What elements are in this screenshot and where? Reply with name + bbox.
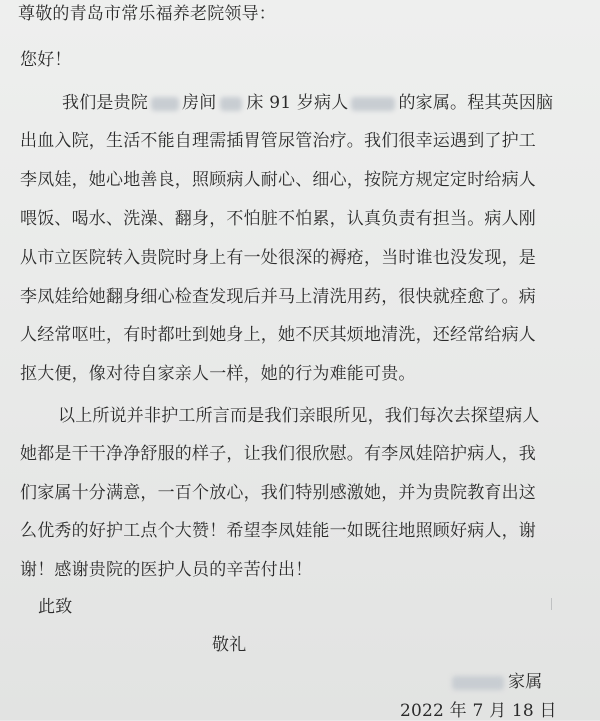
greeting: 您好！ xyxy=(20,50,72,70)
p2-line-3: 们家属十分满意，一百个放心，我们特别感激她，并为贵院教育出这 xyxy=(20,483,536,503)
redacted-room xyxy=(151,97,179,111)
redacted-patient-name xyxy=(351,97,395,111)
closing-jing-li: 敬礼 xyxy=(212,635,247,655)
salutation: 尊敬的青岛市常乐福养老院领导： xyxy=(18,4,276,24)
p1-line-5: 从市立医院转入贵院时身上有一处很深的褥疮，当时谁也没发现，是 xyxy=(20,248,536,268)
p2-line-1: 以上所说并非护工所言而是我们亲眼所见，我们每次去探望病人 xyxy=(58,406,540,426)
p1-line-2: 出血入院，生活不能自理需插胃管尿管治疗。我们很幸运遇到了护工 xyxy=(20,131,536,151)
p1-line-8: 抠大便，像对待自家亲人一样，她的行为难能可贵。 xyxy=(20,364,416,384)
p2-line-5: 谢！感谢贵院的医护人员的辛苦付出！ xyxy=(20,560,313,580)
letter-date: 2022 年 7 月 18 日 xyxy=(400,701,557,721)
closing-ci-zhi: 此致 xyxy=(38,597,73,617)
signature: 家属 xyxy=(452,672,600,692)
paper-mark xyxy=(551,598,552,610)
redacted-bed xyxy=(220,97,242,111)
p1-line-6: 李凤娃给她翻身细心检查发现后并马上清洗用药，很快就痊愈了。病 xyxy=(20,287,536,307)
p1-line-1: 我们是贵院 房间 床 91 岁病人 的家属。程其英因脑 xyxy=(62,93,554,113)
p1-line-3: 李凤娃，她心地善良，照顾病人耐心、细心，按院方规定定时给病人 xyxy=(20,170,536,190)
p2-line-2: 她都是干干净净舒服的样子，让我们很欣慰。有李凤娃陪护病人，我 xyxy=(20,444,536,464)
p1-line-7: 人经常呕吐，有时都吐到她身上，她不厌其烦地清洗，还经常给病人 xyxy=(20,325,536,345)
p1-line-4: 喂饭、喝水、洗澡、翻身，不怕脏不怕累，认真负责有担当。病人刚 xyxy=(20,209,536,229)
p2-line-4: 么优秀的好护工点个大赞！希望李凤娃能一如既往地照顾好病人，谢 xyxy=(20,521,536,541)
redacted-family-name xyxy=(452,676,504,690)
